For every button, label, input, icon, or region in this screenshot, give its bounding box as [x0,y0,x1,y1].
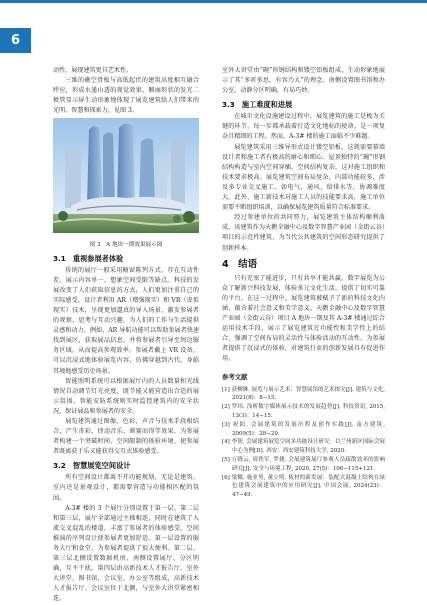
paragraph: 只有充塞了能进步，只有共享才能共赢，数字展览为公众了解新兴科技发展，体验多元文化生活，提供了切实可靠的平台。在这一过程中，展览建筑被赋予了新的科技文化内涵，蕴含着社会意义和美学意义。天鹅金融中心及数字智慧产业园（金街云谷）项目 A 地块一期及其 A-3# 楼通过综合运用技术手段，展示了展览建筑在功能性和美学性上的结合，强调了空间布局的灵活性与体验活动的互动性，为参展者提供了沉浸式的体验，对建筑行业的创新发展具有促进作用。 [222,274,385,363]
section-heading: 3.1 重视参展者体验 [53,253,124,263]
page-number-tab [0,28,31,53]
right-column [222,66,385,500]
section-heading: 4 结语 [222,258,258,270]
paragraph: A-3# 楼的 3 个展厅分别设置于第一层、第二层和第三层，展厅全部通过主梯相连，同时在建筑了入流交叉混乱的楼道，丰富了参展者的体验感受。空间推演的序列设计使参展者更加舒适。第一层设置的服务大厅和食堂，为参展者提供了很大便利。第二层、第三层北侧设置数据机房、南侧设置展厅、分区明确，互不干扰。第四层由高新技术人才报告厅、室外大讲堂、图书馆、会议室、办公室等组成，高新技术人才报告厅、会议室位于北侧，与室外大讲堂紧密相连。 [53,504,199,603]
paragraph: 智能照明系统可以根据展厅内的人员数量和光线情况自动调节灯光亮度，既节能又能营造出合适的展示氛围。智能安防系统则实时监控建筑内的安全状况，保证展品和参展者的安全。 [53,377,199,415]
reference-item: [2] 罗玮. 浅析数字媒体展示技术的发展趋势[J]. 科技资讯, 2015, 13(3)：14−15. [222,404,385,419]
reference-item: [3] 祝阳. 会展建筑的发展历程及创作实践[J]. 南方建筑, 2009(5)：28−29. [222,421,385,437]
reference-item: [5] 万晓云, 周铁军, 罗捷. 会展建筑展厅参观人员疏散效率的影响研究[J]. 安全与环境工程, 2020, 27(5)：106−115+121. [222,456,385,472]
paragraph: 所有空间设计都离不开功能规划，无论是建筑、室内还是景观设计，都需要营造与功能相匹配的氛围。 [53,474,199,502]
left-column [53,66,199,605]
paragraph: 三维的礁空骨板与高低起伏的建筑高度相互融合呼应，形成水墨山透的视觉效果。顺丽形状的发光二极管显示屏生动形象地体现了展览建筑给人们带来的光明、智慧和探索力，见图 3。 [53,77,199,115]
header-band [0,0,427,3]
references-title: 参考文献 [222,373,248,382]
reference-item: [6] 梁娜, 施亚男, 董立明. 板材的新发展：装配式混凝土结构在绿色建筑会展建筑中的应用研究[J]. 中国会展, 2024(23)：47−49. [222,474,385,499]
figure-building-rendering [53,118,199,233]
paragraph: 在城市文化设施建设过程中，展览建筑的施工是极为关键的环节，每一步都承载着打造文化地标的使命。是一项复杂且精细的工程。然而，A-3# 楼的施工面临不少难题。 [222,113,385,141]
section-heading: 3.3 施工难度和进展 [222,100,293,110]
paragraph: 传统的展厅一般采用橱窗陈列方式，存在互动性差、展示内容单一、想象空间受限等缺点。科技的发展改变了人们获取信息的方式，人们更加注重自己的实际感受。设计者利用 AR（增强现实）和 VR（虚拟现实）技术，呈现更加逼真的导入场景，激发参展者的观察、思考与互动兴趣，为人们的工作与生活提供灵感和动力。例如，AR 导航功能可以帮助参展者快速找到展区，获取展品信息，并将参展者引导至周边服务区域，从而提高参观效率。参展者戴上 VR 设备，可以沉浸式地体验展览内容，仿佛穿越到古代，身临其境地感受历史场景。 [53,266,199,375]
figure-caption: 图 3 A 地块一期效果展示图 [89,241,163,248]
paragraph: 动性，展现建筑更具艺术性。 [53,67,133,74]
paragraph: 室外大讲堂由“碗”形钢结构和镂空铝板组成，生动形象地展示了其“多听多思，有容乃大”的理念。南侧设置图书馆和办公室，动静分区明确，有局巧妙。 [222,67,385,95]
reference-item: [1] 获柳淋. 展览与展示艺术：智慧展馆的艺术探究[J]. 建筑与文化, 2021(8)：8−15. [222,386,385,402]
page-number: 6 [10,33,21,48]
section-heading: 3.2 智慧展览空间设计 [53,461,131,471]
reference-item: [4] 李韧. 会展建筑展览空间多功能设计研究：以兰州新区国际会展中心为例[D]. 西安：西安建筑科技大学, 2020. [222,439,385,455]
paragraph: 经过参建单位的共同努力，展览建筑主体结构顺利落成。该建筑作为天鹅全融中心及数字智慧产业园（金街云谷）项目的示范性建筑，为当代公共建筑的空间形态研究提供了创新样本。 [222,214,385,252]
paragraph: 展览建筑通过图像、色彩、声音与技术手段相结合，产生奇彩、律动音乐、颁赛而得等效果，为参展者构建一个突破时间、空间限制的体验环境，使参展者既离获于乐又能获得交互式体验感受。 [53,417,199,456]
paragraph: 展览建筑采用三维异形式设计镂空铝板，这就需要幕墙设计者和施工者有极高的耐心和细心。屋顶独特的“碗”形钢结构构造与室内空间穿插，空间结构复杂，这对施工组织和技术要求极高。展览建筑空间布局复杂，内部功能较多，涉及多专业交叉施工，如电气、通风、给排水等，协调难度大。此外，施工新技术对施工人员的技能要求高，施工单位需要不断组织培训，以确保展览建筑质量符合标准要求。 [222,143,385,212]
